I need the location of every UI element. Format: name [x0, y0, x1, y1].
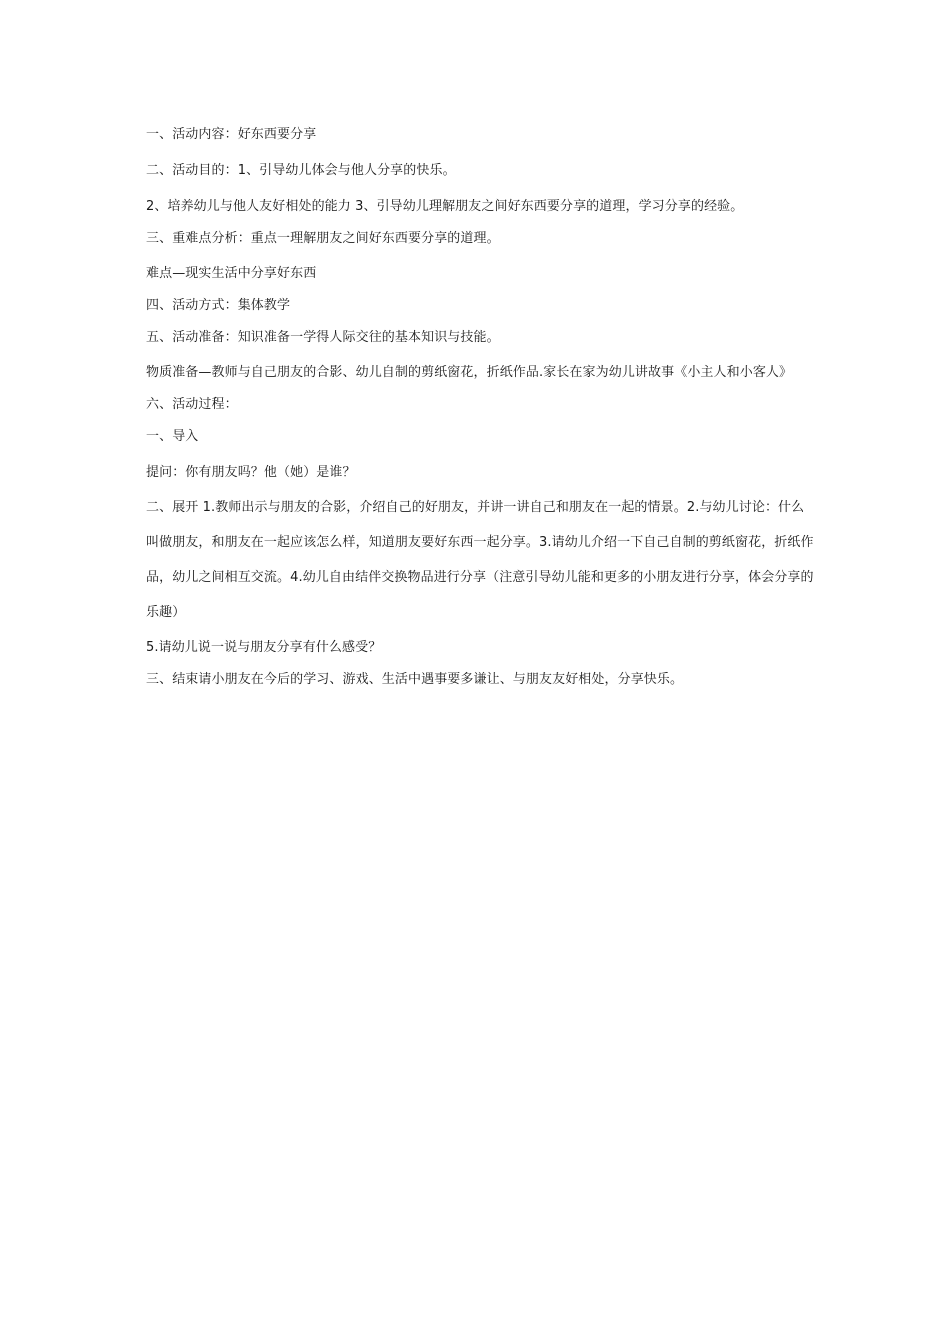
sharing-feelings-line: 5.请幼儿说一说与朋友分享有什么感受？: [146, 640, 382, 655]
development-paragraph: 二、展开 1.教师出示与朋友的合影，介绍自己的好朋友，并讲一讲自己和朋友在一起的情景。2.与幼儿讨论：什么叫做朋友，和朋友在一起应该怎么样，知道朋友要好东西一起分享。3.请幼儿介绍一下自己自制的剪纸窗花，折纸作品，幼儿之间相互交流。4.幼儿自由结伴交换物品进行分享（注意引导幼儿能和更多的小朋友进行分享，体会分享的乐趣）: [146, 500, 814, 620]
conclusion-line: 三、结束请小朋友在今后的学习、游戏、生活中遇事要多谦让、与朋友友好相处，分享快乐。: [146, 672, 684, 687]
key-points-line: 三、重难点分析：重点一理解朋友之间好东西要分享的道理。: [146, 231, 500, 246]
activity-goal-line: 二、活动目的：1、引导幼儿体会与他人分享的快乐。: [146, 163, 456, 178]
activity-process-heading: 六、活动过程：: [146, 397, 238, 412]
difficult-point-line: 难点—现实生活中分享好东西: [146, 266, 317, 281]
question-line: 提问：你有朋友吗？他（她）是谁？: [146, 465, 356, 480]
activity-method-line: 四、活动方式：集体教学: [146, 298, 291, 313]
document-body: [146, 126, 816, 688]
activity-content-line: 一、活动内容：好东西要分享: [146, 127, 317, 142]
activity-preparation-line: 五、活动准备：知识准备一学得人际交往的基本知识与技能。: [146, 330, 500, 345]
material-preparation-paragraph: 物质准备—教师与自己朋友的合影、幼儿自制的剪纸窗花，折纸作品.家长在家为幼儿讲故事《小主人和小客人》: [146, 365, 793, 380]
introduction-heading: 一、导入: [146, 429, 199, 444]
activity-goal-continued-line: 2、培养幼儿与他人友好相处的能力 3、引导幼儿理解朋友之间好东西要分享的道理，学习分享的经验。: [146, 199, 744, 214]
